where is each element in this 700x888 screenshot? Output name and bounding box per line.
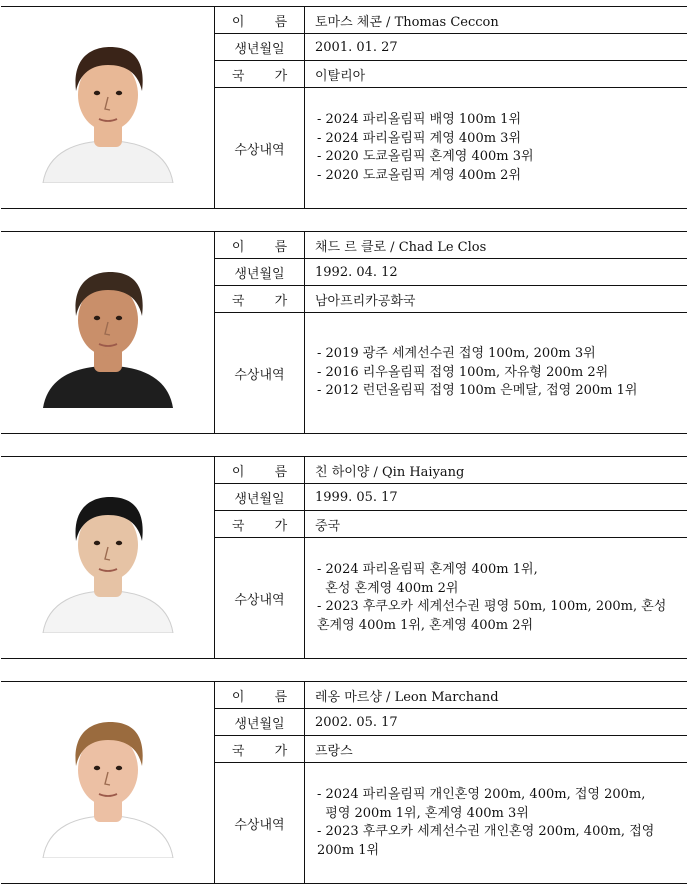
athlete-card-4: [1, 681, 687, 884]
birth-label: 생년월일: [215, 259, 305, 285]
awards-list: [305, 538, 687, 658]
award-item: - 2024 파리올림픽 개인혼영 200m, 400m, 접영 200m,: [317, 787, 646, 802]
awards-label: 수상내역: [215, 763, 305, 883]
athlete-card-2: [1, 231, 687, 434]
awards-list: [305, 88, 687, 208]
name-label: 이 름: [215, 232, 305, 258]
awards-label: 수상내역: [215, 538, 305, 658]
award-item: - 2012 런던올림픽 접영 100m 은메달, 접영 200m 1위: [317, 383, 638, 399]
award-item: - 2023 후쿠오카 세계선수권 개인혼영 200m, 400m, 접영 200m 1위: [317, 824, 659, 858]
athlete-portrait-icon: [38, 258, 178, 408]
award-item: - 2020 도쿄올림픽 계영 400m 2위: [317, 167, 522, 183]
athlete-photo: [1, 7, 215, 208]
athlete-portrait-icon: [38, 483, 178, 633]
award-item: 혼성 혼계영 400m 2위: [317, 580, 459, 596]
athlete-portrait-icon: [38, 33, 178, 183]
birth-value: 2001. 01. 27: [315, 39, 398, 55]
award-item: - 2016 리우올림픽 접영 100m, 자유형 200m 2위: [317, 364, 609, 380]
name-value: 채드 르 클로 / Chad Le Clos: [315, 239, 487, 255]
awards-label: 수상내역: [215, 313, 305, 433]
award-item: - 2024 파리올림픽 계영 400m 3위: [317, 130, 522, 146]
country-value: 이탈리아: [315, 68, 366, 84]
name-label: 이 름: [215, 682, 305, 708]
award-item: - 2024 파리올림픽 혼계영 400m 1위,: [317, 562, 538, 577]
athlete-card-3: [1, 456, 687, 659]
name-value: 토마스 체콘 / Thomas Ceccon: [315, 14, 499, 30]
name-value: 친 하이양 / Qin Haiyang: [315, 464, 465, 480]
birth-value: 2002. 05. 17: [315, 714, 398, 730]
athlete-portrait-icon: [38, 708, 178, 858]
athlete-photo: [1, 232, 215, 433]
country-label: 국 가: [215, 736, 305, 762]
athlete-photo: [1, 457, 215, 658]
awards-list: [305, 313, 687, 433]
birth-label: 생년월일: [215, 709, 305, 735]
award-item: - 2020 도쿄올림픽 혼계영 400m 3위: [317, 149, 534, 164]
name-label: 이 름: [215, 7, 305, 33]
athlete-photo: [1, 682, 215, 883]
award-item: - 2024 파리올림픽 배영 100m 1위: [317, 112, 522, 127]
award-item: - 2019 광주 세계선수권 접영 100m, 200m 3위: [317, 346, 596, 362]
country-value: 남아프리카공화국: [315, 293, 416, 309]
birth-value: 1992. 04. 12: [315, 264, 398, 280]
awards-list: [305, 763, 687, 883]
country-label: 국 가: [215, 286, 305, 312]
award-item: 평영 200m 1위, 혼계영 400m 3위: [317, 805, 529, 821]
awards-label: 수상내역: [215, 88, 305, 208]
birth-label: 생년월일: [215, 484, 305, 510]
country-label: 국 가: [215, 511, 305, 537]
award-item: - 2023 후쿠오카 세계선수권 평영 50m, 100m, 200m, 혼성 혼계영 400m 1위, 혼계영 400m 2위: [317, 599, 671, 633]
country-value: 프랑스: [315, 743, 353, 759]
name-label: 이 름: [215, 457, 305, 483]
athlete-card-1: [1, 6, 687, 209]
birth-label: 생년월일: [215, 34, 305, 60]
country-label: 국 가: [215, 61, 305, 87]
name-value: 레옹 마르샹 / Leon Marchand: [315, 689, 499, 705]
country-value: 중국: [315, 518, 341, 534]
birth-value: 1999. 05. 17: [315, 489, 398, 505]
